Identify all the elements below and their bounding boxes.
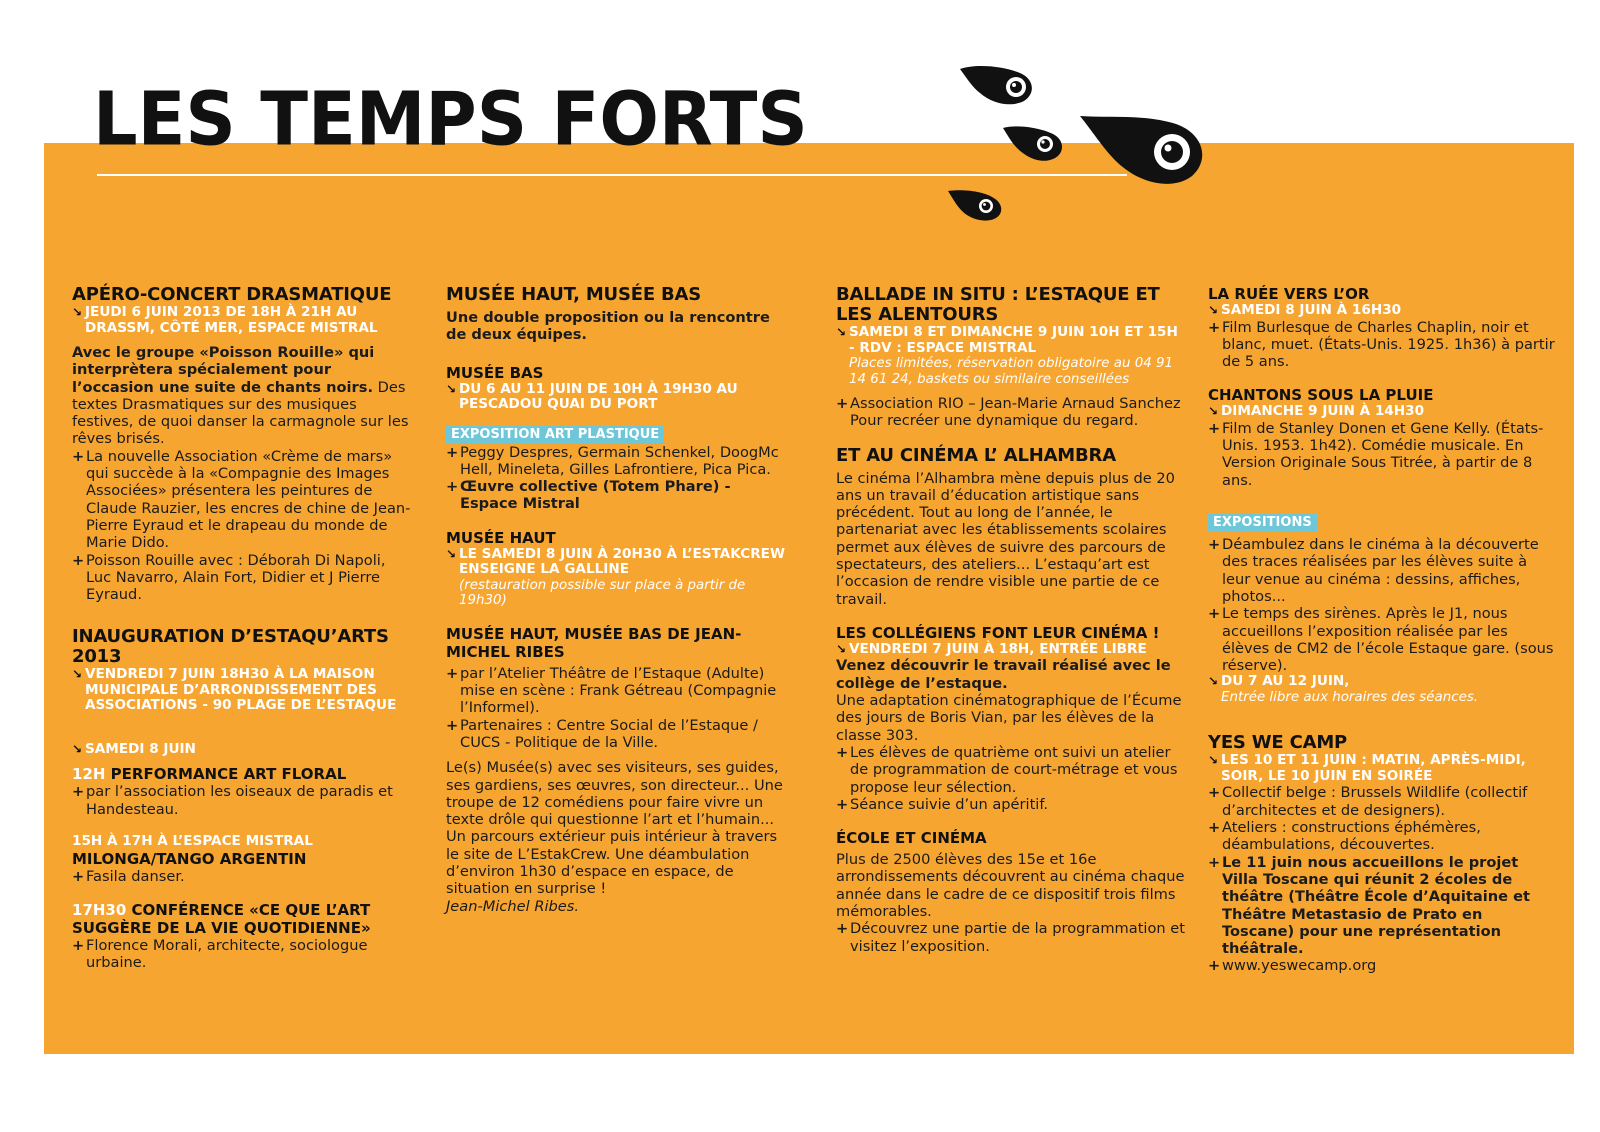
list-item: + Les élèves de quatrième ont suivi un atelier de programmation de court-métrage et vous propose leur sélection. [836, 744, 1186, 796]
list-item: + Déambulez dans le cinéma à la découverte des traces réalisées par les élèves suite à leur venue au cinéma : dessins, affiches, photos... [1208, 536, 1558, 605]
tango-title: MILONGA/TANGO ARGENTIN [72, 849, 307, 868]
column-4 [1208, 285, 1558, 975]
ribes-signature: Jean-Michel Ribes. [446, 897, 580, 915]
expositions-list [1208, 536, 1558, 674]
tango-time: 15H À 17H À L’ESPACE MISTRAL [72, 833, 313, 850]
list-item: + Poisson Rouille avec : Déborah Di Napoli, Luc Navarro, Alain Fort, Didier et J Pierre Eyraud. [72, 552, 412, 604]
collegiens-date: ↘ VENDREDI 7 JUIN À 18H, ENTRÉE LIBRE [836, 642, 1186, 658]
list-item: + La nouvelle Association «Crème de mars» qui succède à la «Compagnie des Images Associées» présentera les peintures de Claude Rauzier, les encres de chine de Jean-Pierre Eyraud et le drapeau du monde de Marie Dido. [72, 448, 412, 552]
musee-subtitle: Une double proposition ou la rencontre de deux équipes. [446, 309, 770, 344]
cinema-text: Le cinéma l’Alhambra mène depuis plus de 20 ans un travail d’éducation artistique sans précédent. Tout au long de l’année, le partenariat avec les établissements scolaires permet aux élèves de suivre des parcours de spectateurs, des ateliers... L’estaqu’art est l’occasion de rendre visible une partie de ce travail. [836, 469, 1175, 608]
list-item: + Fasila danser. [72, 868, 412, 885]
performance-heading [72, 765, 412, 783]
fish-icon-4 [946, 187, 1006, 223]
column-2 [446, 285, 791, 915]
samedi-date: ↘ SAMEDI 8 JUIN [72, 742, 412, 758]
list-item: + Partenaires : Centre Social de l’Estaque / CUCS - Politique de la Ville. [446, 717, 791, 752]
ecole-title: ÉCOLE ET CINÉMA [836, 829, 987, 848]
collegiens-title: LES COLLÉGIENS FONT LEUR CINÉMA ! [836, 623, 1160, 642]
list-item: + Le 11 juin nous accueillons le projet Villa Toscane qui réunit 2 écoles de théâtre (Théâtre École d’Aquitaine et Théâtre Metastasio de Prato en Toscane) pour une représentation théâtrale. [1208, 854, 1558, 958]
page-title: LES TEMPS FORTS [93, 75, 808, 163]
apero-list [72, 448, 412, 604]
list-item: + Florence Morali, architecte, sociologue urbaine. [72, 937, 412, 972]
ecole-text: Plus de 2500 élèves des 15e et 16e arrondissements découvrent au cinéma chaque année dans le cadre de ce dispositif trois films mémorables. [836, 851, 1185, 921]
inauguration-title: INAUGURATION D’ESTAQU’ARTS 2013 [72, 626, 389, 668]
performance-time: 12H [72, 765, 106, 784]
ballade-date: ↘ SAMEDI 8 ET DIMANCHE 9 JUIN 10H ET 15H - RDV : ESPACE MISTRAL [836, 325, 1186, 356]
camp-url-link[interactable]: + www.yeswecamp.org [1208, 957, 1558, 974]
apero-intro-rest: Des textes Drasmatiques sur des musiques festives, de quoi danser la carmagnole sur les rêves brisés. [72, 378, 409, 448]
list-item: + par l’Atelier Théâtre de l’Estaque (Adulte) mise en scène : Frank Gétreau (Compagnie l’Informel). [446, 665, 791, 717]
camp-list [1208, 784, 1558, 974]
list-item: + Collectif belge : Brussels Wildlife (collectif d’architectes et de designers). [1208, 784, 1558, 819]
exposition-tag: EXPOSITION ART PLASTIQUE [446, 426, 664, 444]
musee-title: MUSÉE HAUT, MUSÉE BAS [446, 284, 701, 305]
list-item: + Le temps des sirènes. Après le J1, nous accueillons l’exposition réalisée par les élèves de CM2 de l’école Estaque gare. (sous réserve). [1208, 605, 1558, 674]
conference-title: CONFÉRENCE «CE QUE L’ART SUGGÈRE DE LA VIE QUOTIDIENNE» [72, 900, 371, 937]
apero-title: APÉRO-CONCERT DRASMATIQUE [72, 284, 392, 305]
musee-haut-date: ↘ LE SAMEDI 8 JUIN À 20H30 À L’ESTAKCREW ENSEIGNE LA GALLINE [446, 547, 791, 578]
ruee-title: LA RUÉE VERS L’OR [1208, 285, 1370, 303]
fish-icon-1 [958, 63, 1038, 107]
fish-icon-3 [1078, 112, 1210, 188]
apero-intro [72, 344, 412, 448]
collegiens-bold: Venez découvrir le travail réalisé avec le collège de l’estaque. [836, 657, 1171, 692]
list-item: + Ateliers : constructions éphémères, déambulations, découvertes. [1208, 819, 1558, 854]
apero-date: ↘ JEUDI 6 JUIN 2013 DE 18H À 21H AU DRASSM, CÔTÉ MER, ESPACE MISTRAL [72, 305, 412, 336]
inauguration-date: ↘ VENDREDI 7 JUIN 18H30 À LA MAISON MUNICIPALE D’ARRONDISSEMENT DES ASSOCIATIONS - 90 PLAGE DE L’ESTAQUE [72, 667, 412, 714]
pluie-date: ↘ DIMANCHE 9 JUIN À 14H30 [1208, 404, 1558, 420]
musee-bas-title: MUSÉE BAS [446, 363, 544, 382]
expositions-note: Entrée libre aux horaires des séances. [1221, 689, 1479, 705]
apero-intro-bold: Avec le groupe «Poisson Rouille» qui interprètera spécialement pour l’occasion une suite de chants noirs. [72, 344, 375, 396]
camp-date: ↘ LES 10 ET 11 JUIN : MATIN, APRÈS-MIDI, SOIR, LE 10 JUIN EN SOIRÉE [1208, 753, 1558, 784]
column-3 [836, 285, 1186, 955]
list-item: + Œuvre collective (Totem Phare) - Espace Mistral [446, 478, 791, 513]
camp-title: YES WE CAMP [1208, 732, 1348, 754]
performance-title: PERFORMANCE ART FLORAL [110, 765, 347, 784]
list-item: + Association RIO – Jean-Marie Arnaud Sanchez Pour recréer une dynamique du regard. [836, 395, 1186, 430]
ribes-list [446, 665, 791, 751]
ribes-text: Le(s) Musée(s) avec ses visiteurs, ses guides, ses gardiens, ses œuvres, son directeur... Une troupe de 12 comédiens pour faire vivre un texte drôle qui questionne l’art et l’humain... Un parcours extérieur puis intérieur à travers le site de L’EstakCrew. Une déambulation d’environ 1h30 d’espace en espace, de situation en surprise ! [446, 759, 783, 898]
list-item: + par l’association les oiseaux de paradis et Handesteau. [72, 783, 412, 818]
list-item: + Découvrez une partie de la programmation et visitez l’exposition. [836, 920, 1186, 955]
musee-haut-note: (restauration possible sur place à partir de 19h30) [459, 577, 746, 609]
expositions-date: ↘ DU 7 AU 12 JUIN, [1208, 674, 1558, 690]
collegiens-list [836, 744, 1186, 813]
exposition-list [446, 444, 791, 513]
title-underline [97, 174, 1127, 176]
cinema-title: ET AU CINÉMA L’ ALHAMBRA [836, 444, 1116, 466]
fish-icon-2 [1001, 124, 1067, 162]
ribes-title: MUSÉE HAUT, MUSÉE BAS DE JEAN-MICHEL RIBES [446, 624, 742, 661]
conference-heading [72, 901, 412, 937]
pluie-title: CHANTONS SOUS LA PLUIE [1208, 386, 1434, 405]
list-item: + Peggy Despres, Germain Schenkel, DoogMc Hell, Mineleta, Gilles Lafrontiere, Pica Pica. [446, 444, 791, 479]
collegiens-text: Une adaptation cinématographique de l’Écume des jours de Boris Vian, par les élèves de la classe 303. [836, 692, 1182, 744]
list-item: + Film Burlesque de Charles Chaplin, noir et blanc, muet. (États-Unis. 1925. 1h36) à partir de 5 ans. [1208, 319, 1558, 371]
ballade-note: Places limitées, réservation obligatoire au 04 91 14 61 24, baskets ou similaire conseillées [849, 356, 1174, 387]
conference-time: 17H30 [72, 900, 127, 919]
list-item: + Film de Stanley Donen et Gene Kelly. (États-Unis. 1953. 1h42). Comédie musicale. En Version Originale Sous Titrée, à partir de 8 ans. [1208, 420, 1558, 489]
column-1 [72, 285, 412, 971]
ballade-title: BALLADE IN SITU : L’ESTAQUE ET LES ALENTOURS [836, 284, 1160, 325]
expositions-tag: EXPOSITIONS [1208, 514, 1317, 532]
ruee-date: ↘ SAMEDI 8 JUIN À 16H30 [1208, 303, 1558, 319]
musee-bas-date: ↘ DU 6 AU 11 JUIN DE 10H À 19H30 AU PESCADOU QUAI DU PORT [446, 382, 791, 413]
musee-haut-title: MUSÉE HAUT [446, 528, 556, 547]
list-item: + Séance suivie d’un apéritif. [836, 796, 1186, 813]
